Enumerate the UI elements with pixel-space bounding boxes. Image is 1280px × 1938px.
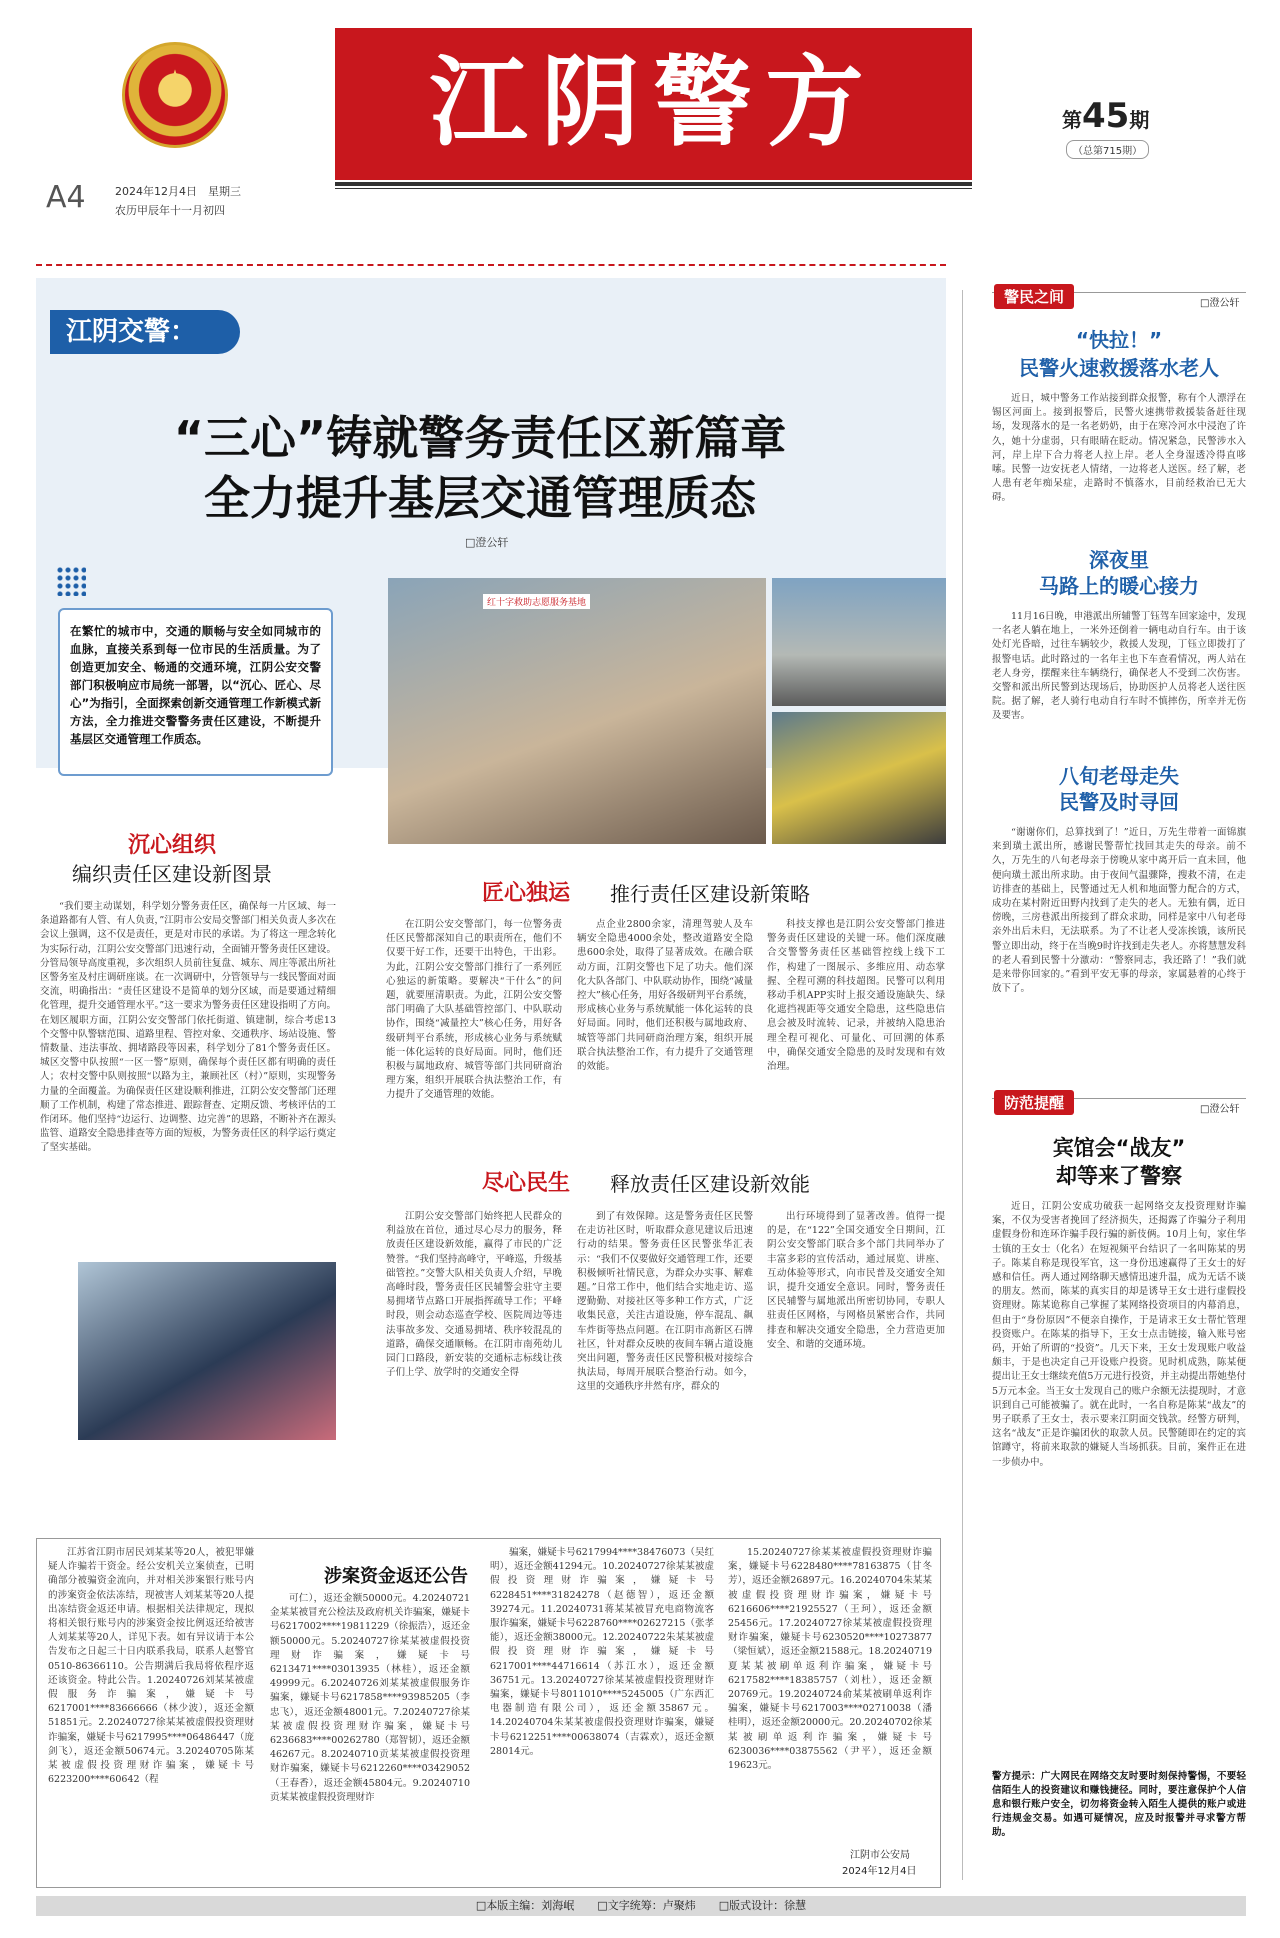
lead-headline-2: 全力提升基层交通管理质态: [204, 471, 756, 525]
masthead-banner: [335, 28, 972, 180]
notice-col2-text: 可仁），返还金额50000元。4.20240721金某某被冒充公检法及政府机关诈骗案，嫌疑卡号6217002****19811229（徐振浩），返还金额50000元。5.20240727徐某某被虚假投资理财诈骗案，嫌疑卡号6213471****03013935（林桂），返还金额49999元。6.20240726刘某某被虚假服务诈骗案，嫌疑卡号6217858****93985205（李忠飞），返还金额48001元。7.20240727徐某某被虚假投资理财诈骗案，嫌疑卡号6236683****00262780（郑智韧），返还金额46267元。8.20240710贡某某被虚假投资理财诈骗案，嫌疑卡号6212260****03429052（王春香），返还金额45804元。9.20240710贡某某被虚假投资理财诈: [270, 1593, 470, 1803]
sec3-col1-text: 江阴公安交警部门始终把人民群众的利益放在首位，通过尽心尽力的服务，释放责任区建设新效能，赢得了市民的广泛赞誉。“我们坚持高峰守，平峰巡，升级基础管控。”交警大队相关负责人介绍，早晚高峰时段，警务责任区民辅警会驻守主要易拥堵节点路口开展指挥疏导工作；平峰时段，则会动态巡查学校、医院周边等违法事故多发、交通易拥堵、秩序较混乱的道路，确保交通顺畅。在江阴市南苑幼儿园门口路段，新安装的交通标志标线让孩子们上学、放学时的交通安全得: [386, 1211, 562, 1379]
sec3-col1: [386, 1210, 562, 1440]
story4-title-2: 却等来了警察: [1056, 1164, 1182, 1188]
warning-box: [992, 1770, 1246, 1882]
masthead-rule: [335, 182, 972, 186]
decor-dots: [56, 566, 86, 596]
sec3-col2: [577, 1210, 753, 1440]
story2-title-1: 深夜里: [1089, 548, 1149, 572]
photo-community-talk: [388, 578, 766, 844]
issue-prefix: 第: [1062, 108, 1082, 132]
sec2-col3: [767, 918, 945, 1124]
right-column-divider: [962, 290, 963, 1880]
story2-text: 11月16日晚，申港派出所辅警丁钰驾车回家途中，发现一名老人躺在地上，一米外还倒着一辆电动自行车。由于该处灯光昏暗，过往车辆较少，救援人发现，丁钰立即拨打了报警电话。此时路过的一名年主也下车查看情况，两人站在老人身旁，摆醒来往车辆绕行，确保老人不受到二次伤害。交警和派出所民警到达现场后，协助医护人员将老人送往医院。据了解，老人骑行电动自行车时不慎摔伤，所幸并无伤及要害。: [992, 611, 1246, 722]
total-issue: （总第715期）: [1066, 140, 1149, 159]
sec3-title-red: 尽心民生: [482, 1170, 571, 1196]
issue-number: [1062, 96, 1149, 142]
sec2-col2: [577, 918, 753, 1124]
lunar-date: 农历甲辰年十一月初四: [115, 204, 225, 217]
lead-kicker: [50, 310, 240, 354]
sec3-col2-text: 到了有效保障。这是警务责任区民警在走访社区时，听取群众意见建议后迅速行动的结果。警务责任区民警张华汇表示：“我们不仅要做好交通管理工作，还要积极倾听社情民意，为群众办实事、解难题。”日常工作中，他们结合实地走访、巡逻勤勤、对接社区等多种工作方式，广泛收集民意，关注古道设施，停车混乱、飙车炸街等热点问题。在江阴市高新区石牌社区，针对群众反映的夜间车辆占道设施突出问题，警务责任区民警积极对接综合执法局，每周开展联合整治行动。如今，这里的交通秩序井然有序，群众的: [577, 1211, 753, 1393]
sec1-title-red: 沉心组织: [128, 832, 217, 858]
photo-traffic-officer: [772, 712, 946, 844]
photo-street-police: [772, 578, 946, 706]
story3-title-1: 八旬老母走失: [1059, 764, 1179, 788]
sec2-title-red: 匠心独运: [482, 880, 571, 906]
story4-title-1: 宾馆会“战友”: [1052, 1136, 1186, 1160]
issue-date: 2024年12月4日 星期三: [115, 185, 241, 198]
credit-designer: □版式设计：徐慧: [718, 1899, 807, 1912]
photo-banner-text: 红十字救助志愿服务基地: [483, 594, 590, 609]
story3-title-2: 民警及时寻回: [1059, 790, 1179, 814]
story1-title-2: 民警火速救援落水老人: [1019, 356, 1219, 380]
sec3-col3-text: 出行环境得到了显著改善。值得一提的是，在“122”全国交通安全日期间，江阴公安交警部门联合多个部门共同举办了丰富多彩的宣传活动，通过展览、讲座、互动体验等形式，向市民普及交通安全知识，提升交通安全意识。同时，警务责任区民辅警与属地派出所密切协同，专职人驻责任区网格，与网格员紧密合作，共同排查和解决交通安全隐患，全力营造更加安全、和谐的交通环境。: [767, 1211, 945, 1350]
issue-suffix: 期: [1129, 108, 1150, 132]
sec2-col1: [386, 918, 562, 1124]
credits-bar: [36, 1896, 1246, 1916]
sec1-body: [40, 900, 336, 1258]
notice-col1: [48, 1546, 254, 1880]
lead-headline-1: “三心”铸就警务责任区新篇章: [173, 411, 787, 465]
notice-signer: 江阴市公安局: [850, 1850, 910, 1861]
sec3-col3: [767, 1210, 945, 1440]
sec3-title-black: 释放责任区建设新效能: [610, 1172, 810, 1196]
kicker-text: 江阴交警：: [66, 317, 197, 347]
notice-col1-text: 江苏省江阴市居民刘某某等20人，被犯罪嫌疑人诈骗若干资金。经公安机关立案侦查，已明确部分被骗资金流向，并对相关涉案银行账号内的涉案资金依法冻结，现被害人刘某某等20人提出冻结资金返还申请。根据相关法律规定，现拟将相关银行账号内的涉案资金按比例返还给被害人刘某某等20人，详见下表。如有异议请于本公告发布之日起三十日内联系我局，联系人赵警官0510-86366110。公告期满后我局将依程序返还该资金。特此公告。1.20240726刘某某被虚假服务诈骗案，嫌疑卡号6217001****83666666（林少波），返还金额51851元。2.20240727徐某某被虚假投资理财诈骗案，嫌疑卡号6217995****06486447（庞剑飞），返还金额50674元。3.20240705陈某某被虚假投资理财诈骗案，嫌疑卡号6223200****60642（程: [48, 1547, 254, 1786]
sec2-title-black: 推行责任区建设新策略: [610, 882, 810, 906]
story3-text: “谢谢你们，总算找到了！”近日，万先生带着一面锦旗来到璜土派出所，感谢民警帮忙找回其走失的母亲。前不久，万先生的八旬老母亲于傍晚从家中离开后一直未回，他便向璜土派出所求助。由于夜间气温骤降，搜救不清，在走访排查的基础上，民警通过无人机和地面警力配合的方式，成功在某村附近田野内找到了走失的老人。无独有偶，近日傍晚，三房巷派出所接到了群众求助，同样是家中八旬老母亲外出后未归，无法联系。为了不让老人受冻挨饿，该所民警立即出动，终于在当晚9时许找到走失老人。亦将慧慧发科的老人看到民警十分激动：“警察同志，我还路了！”我们就是来带你回家的。”看到平安无事的母亲，家属悬着的心终于放下了。: [992, 827, 1246, 995]
issue-value: 45: [1082, 96, 1130, 136]
story3-body: [992, 826, 1246, 1048]
intro-box: [58, 608, 333, 776]
sec1-paragraph: “我们要主动谋划，科学划分警务责任区，确保每一片区域、每一条道路都有人管、有人负责，”江阴市公安局交警部门相关负责人多次在会议上强调，这不仅是责任，更是对市民的承诺。为了将这一理念转化为实际行动，江阴公安交警部门迅速行动，全面铺开警务责任区建设。分管局领导高度重视，多次组织人员前往复盘、城东、周庄等派出所社区警务室及村庄调研座谈。在一次调研中，分管领导与一线民警面对面交流，明确指出：“责任区建设不是简单的划分区域，而是要通过精细化管理，提升交通管理水平。”这一要求为警务责任区建设指明了方向。在划区履职方面，江阴公安交警部门依托街道、镇建制，综合考虑13个交警中队警辖范围、道路里程、管控对象、交通秩序、场站设施、警情数量、违法事故、拥堵路段等因素，科学划分了81个警务责任区。城区交警中队按照“一区一警”原则，确保每个责任区都有明确的责任人；农村交警中队则按照“以路为主，兼顾社区（村）”原则，实现警务力量的全面覆盖。为确保责任区建设顺利推进，江阴公安交警部门还理顺了工作机制，构建了常态推进、跟踪督查、定期反馈、考核评估的工作闭环。他们坚持“边运行、边调整、边完善”的思路，不断补齐在源头监管、道路安全隐患排查等方面的短板，为警务责任区的科学运行奠定了坚实基础。: [40, 901, 336, 1154]
notice-col3-text: 骗案，嫌疑卡号6217994****38476073（吴红明），返还金额41294元。10.20240727徐某某被虚假投资理财诈骗案，嫌疑卡号6228451****31824278（赵德智），返还金额39274元。11.20240731蒋某某被冒充电商物流客服诈骗案，嫌疑卡号6228760****02627215（张孝能），返还金额38000元。12.20240722朱某某被虚假投资理财诈骗案，嫌疑卡号6217001****44716614（苏江水），返还金额36751元。13.20240727徐某某被虚假投资理财诈骗案，嫌疑卡号8011010****5245005（广东西汇电器制造有限公司），返还金额35867元。14.20240704朱某某被虚假投资理财诈骗案，嫌疑卡号6212251****00638074（吉霖欢），返还金额28014元。: [490, 1547, 714, 1757]
story2-body: [992, 610, 1246, 756]
sec2-col3-text: 科技支撑也是江阴公安交警部门推进警务责任区建设的关键一环。他们深度融合交警警务责任区基础管控线上线下工作，构建了一图展示、多维应用、动态掌握、全程可溯的科技超图。民警可以利用移动手机APP实时上报交通设施缺失、绿化遮挡视距等交通安全隐患，这些隐患信息会被及时流转、记录，并被纳入隐患治理全程可视化、可量化、可回溯的体系中，确保交通安全隐患的及时发现和有效治理。: [767, 919, 945, 1073]
notice-col3: [490, 1546, 714, 1880]
notice-title: 涉案资金返还公告: [324, 1566, 468, 1587]
story2-title-2: 马路上的暖心接力: [1039, 574, 1199, 598]
notice-col2: [270, 1592, 470, 1880]
credit-text-editor: □文字统筹：卢聚炜: [597, 1899, 696, 1912]
box2-label: 防范提醒: [994, 1090, 1074, 1115]
newspaper-title: 江阴警方: [429, 45, 878, 160]
credit-editor: □本版主编：刘海岷: [475, 1899, 575, 1912]
story4-body: [992, 1200, 1246, 1766]
star-icon: ★: [159, 63, 191, 103]
notice-sign-date: 2024年12月4日: [842, 1866, 917, 1877]
intro-text: 在繁忙的城市中，交通的顺畅与安全如同城市的血脉，直接关系到每一位市民的生活质量。为了创造更加安全、畅通的交通环境，江阴公安交警部门积极响应市局统一部署，以“沉心、匠心、尽心”为指引，全面探索创新交通管理工作新模式新方法，全力推进交警警务责任区建设，不断提升基层区交通管理工作质态。: [70, 624, 321, 746]
warning-text: 警方提示：广大网民在网络交友时要时刻保持警惕，不要轻信陌生人的投资建议和赚钱捷径。同时，要注意保护个人信息和银行账户安全，切勿将资金转入陌生人提供的账户或进行违规金交易。如遇可疑情况，应及时报警并寻求警方帮助。: [992, 1771, 1246, 1838]
box1-byline: □澄公轩: [1200, 298, 1240, 309]
police-emblem: [122, 42, 228, 148]
story1-body: [992, 392, 1246, 542]
box1-label: 警民之间: [994, 284, 1074, 309]
top-divider: [36, 264, 946, 266]
masthead-rule-thin: [335, 188, 972, 189]
story1-title-1: “快拉！”: [1075, 328, 1163, 352]
lead-byline: □澄公轩: [465, 536, 509, 549]
sec2-col1-text: 在江阴公安交警部门，每一位警务责任区民警都深知自己的职责所在，他们不仅要干好工作，还要干出特色，干出彩。为此，江阴公安交警部门推行了一系列匠心独运的新策略。要解决“干什么”的问题，就要厘清职责。为此，江阴公安交警部门明确了大队基础管控部门、中队联动协作，围绕“减量控大”核心任务，用好各级研判平台系统，形成核心业务与系统赋能一体化运转的良好局面。同时，他们还积极与属地政府、城管等部门共同研商治理方案，组织开展联合执法整治工作，有力提升了交通管理的效能。: [386, 919, 562, 1101]
story4-text: 近日，江阴公安成功破获一起网络交友投资理财诈骗案，不仅为受害者挽回了经济损失，还揭露了诈骗分子利用虚假身份和连环诈骗手段行骗的新伎俩。10月上旬，家住华士镇的王女士（化名）在短视频平台结识了一名叫陈某的男子。陈某自称是现役军官，这一身份迅速赢得了王女士的好感和信任。两人通过网络聊天感情迅速升温，成为无话不谈的朋友。然而，陈某的真实目的却是诱导王女士进行虚假投资理财。陈某诡称自己掌握了某网络投资项目的内幕消息，但由于“身份原因”不便亲自操作，于是请求王女士帮忙管理投资账户。在陈某的指导下，王女士点击链接，输入账号密码，开始了所谓的“投资”。几天下来，王女士发现账户收益颇丰，于是也决定自己开设账户投资。见时机成熟，陈某便提出让王女士继续充值5万元进行投资，并主动提出帮她垫付5万元本金。当王女士发现自己的账户余额无法提现时，才意识到自己可能被骗了。就在此时，一名自称是陈某“战友”的男子联系了王女士，表示要来江阴面交钱款。经警方研判，这名“战友”正是诈骗团伙的取款人员。民警随即在约定的宾馆蹲守，将前来取款的嫌疑人当场抓获。目前，案件正在进一步侦办中。: [992, 1201, 1246, 1468]
notice-col4: [728, 1546, 932, 1842]
sec2-col2-text: 点企业2800余家，清理驾驶人及车辆安全隐患4000余处，整改道路安全隐患600余处，取得了显著成效。在融合联动方面，江阴交警也下足了功夫。他们深化大队各部门、中队联动协作，围绕“减量控大”核心任务，用好各级研判平台系统，形成核心业务与系统赋能一体化运转的良好局面。同时，他们还积极与属地政府、城管等部门共同研商治理方案，组织开展联合执法整治工作，有力提升了交通管理的效能。: [577, 919, 753, 1073]
page-number: A4: [46, 180, 86, 215]
box2-byline: □澄公轩: [1200, 1104, 1240, 1115]
sec1-title-black: 编织责任区建设新图景: [72, 862, 272, 886]
photo-officer-with-resident: [78, 1262, 336, 1440]
notice-col4-text: 15.20240727徐某某被虚假投资理财诈骗案，嫌疑卡号6228480****78163875（甘冬芳），返还金额26897元。16.20240704朱某某被虚假投资理财诈骗案，嫌疑卡号6216606****21925527（王珂），返还金额25456元。17.20240727徐某某被虚假投资理财诈骗案，嫌疑卡号6230520****10273877（梁恒斌），返还金额21588元。18.20240719夏某某被刷单返利诈骗案，嫌疑卡号6217582****18385757（刘杜），返还金额20769元。19.20240724俞某某被刷单返利诈骗案，嫌疑卡号6217003****02710038（潘桂明），返还金额20000元。20.20240702徐某某被刷单返利诈骗案，嫌疑卡号6230036****03875562（尹平），返还金额19623元。: [728, 1547, 932, 1772]
story1-text: 近日，城中警务工作站接到群众报警，称有个人漂浮在锡区河面上。接到报警后，民警火速携带救援装备赶往现场，发现落水的是一名老奶奶，由于在寒冷河水中浸泡了许久，她十分虚弱，只有眼睛在眨动。情况紧急，民警涉水入河，岸上岸下合力将老人拉上岸。老人全身湿透冷得直哆嗦。民警一边安抚老人情绪，一边将老人送医。经了解，老人患有老年痴呆症，走路时不慎落水，目前经救治已无大碍。: [992, 393, 1246, 504]
